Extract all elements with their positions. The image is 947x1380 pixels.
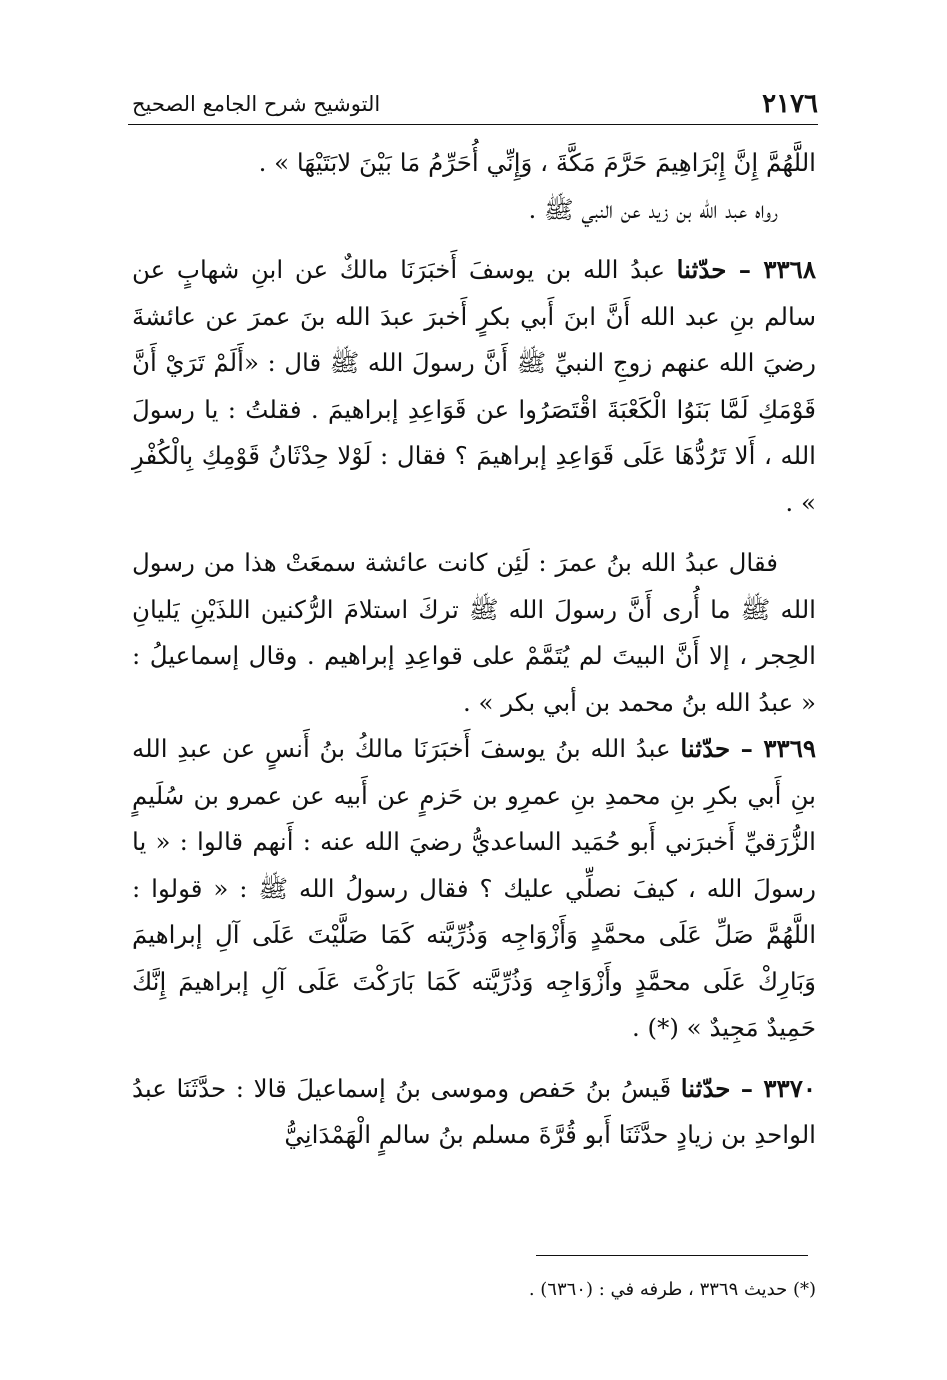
haddathana-word: حدّثنا (680, 734, 731, 763)
hadith-text: عبدُ الله بنُ يوسفَ أَخبَرَنَا مالكُ بنُ أَنسٍ عن عبدِ الله بنِ أَبي بكرِ بنِ محمدِ بنِ عمرِو بن حَزمٍ عن أَبيه عن عمرو بن سُلَيمٍ الزُّرَقيِّ أَخبرَني أَبو حُمَيد الساعديُّ رضيَ الله عنه : أَنهم قالوا : « يا رسولَ الله ، كيفَ نصلِّي عليك ؟ فقال رسولُ الله ﷺ : « قولوا : اللَّهُمَّ صَلِّ عَلَى محمَّدٍ وَأَزْوَاجِه وَذُرِّيَّته كَمَا صَلَّيْتَ عَلَى آلِ إبراهيمَ وَبَارِكْ عَلَى محمَّدٍ وأَزْوَاجِه وَذُرِّيَّته كَمَا بَارَكْتَ عَلَى آلِ إبراهيمَ إِنَّكَ حَمِيدٌ مَجِيدٌ » (*) . (132, 734, 816, 1042)
hadith-dash: – (730, 734, 764, 763)
haddathana-word: حدّثنا (680, 1073, 731, 1103)
paragraph-narration-note: رواه عبد الله بن زيد عن النبي ﷺ . (528, 194, 778, 224)
hadith-3370 (132, 1066, 816, 1159)
main-text (132, 140, 816, 1159)
hadith-dash: – (730, 1073, 764, 1103)
hadith-text: عبدُ الله بن يوسفَ أَخبَرَنَا مالكٌ عن ابنِ شهابٍ عن سالم بنِ عبد الله أَنَّ ابنَ أَبي بكرٍ أَخبرَ عبدَ الله بنَ عمرَ عن عائشةَ رضيَ الله عنهم زوجِ النبيِّ ﷺ أَنَّ رسولَ الله ﷺ قال : «أَلَمْ تَرَيْ أَنَّ قَوْمَكِ لَمَّا بَنَوُا الْكَعْبَةَ اقْتَصَرُوا عن قَوَاعِدِ إبراهيمَ . فقلتُ : يا رسولَ الله ، أَلا تَرُدُّهَا عَلَى قَوَاعِدِ إبراهيمَ ؟ فقال : لَوْلا حِدْثَانُ قَوْمِكِ بِالْكُفْرِ » . (132, 255, 816, 517)
running-title: التوشيح شرح الجامع الصحيح (132, 92, 381, 116)
header-rule (128, 124, 818, 125)
hadith-number: ٣٣٦٩ (763, 734, 817, 763)
hadith-number: ٣٣٦٨ (763, 255, 816, 284)
paragraph-continuation: اللَّهُمَّ إِنَّ إِبْرَاهِيمَ حَرَّمَ مَكَّةَ ، وَإِنِّي أُحَرِّمُ مَا بَيْنَ لابَتَيْهَا » . (258, 148, 816, 177)
footnote-rule (536, 1255, 808, 1256)
paragraph-ibn-umar-comment: فقال عبدُ الله بنُ عمرَ : لَئِن كانت عائشة سمعَتْ هذا من رسول الله ﷺ ما أُرى أَنَّ رسولَ الله ﷺ تركَ استلامَ الرُّكنين اللذَيْنِ يَليانِ الحِجر ، إلا أَنَّ البيتَ لم يُتَمَّمْ على قواعِدِ إبراهيم . وقال إسماعيلُ : « عبدُ الله بنُ محمد بن أبي بكر » . (132, 548, 816, 717)
hadith-3369 (132, 726, 816, 1052)
page-number: ٢١٧٦ (762, 89, 818, 119)
hadith-3368 (132, 247, 816, 526)
haddathana-word: حدّثنا (676, 255, 727, 284)
hadith-number: ٣٣٧٠ (763, 1073, 817, 1103)
page-header (128, 86, 818, 130)
hadith-dash: – (726, 255, 764, 284)
hadith-text: قَيسُ بنُ حَفص وموسى بنُ إسماعيلَ قالا : حدَّثَنَا عبدُ الواحدِ بن زيادٍ حدَّثَنَا أَبو قُرَّةَ مسلم بنُ سالمٍ الْهَمْدَانِيُّ (132, 1073, 816, 1149)
footnote: (*) حديث ٣٣٦٩ ، طرفه في : (٦٣٦٠) . (528, 1279, 816, 1300)
